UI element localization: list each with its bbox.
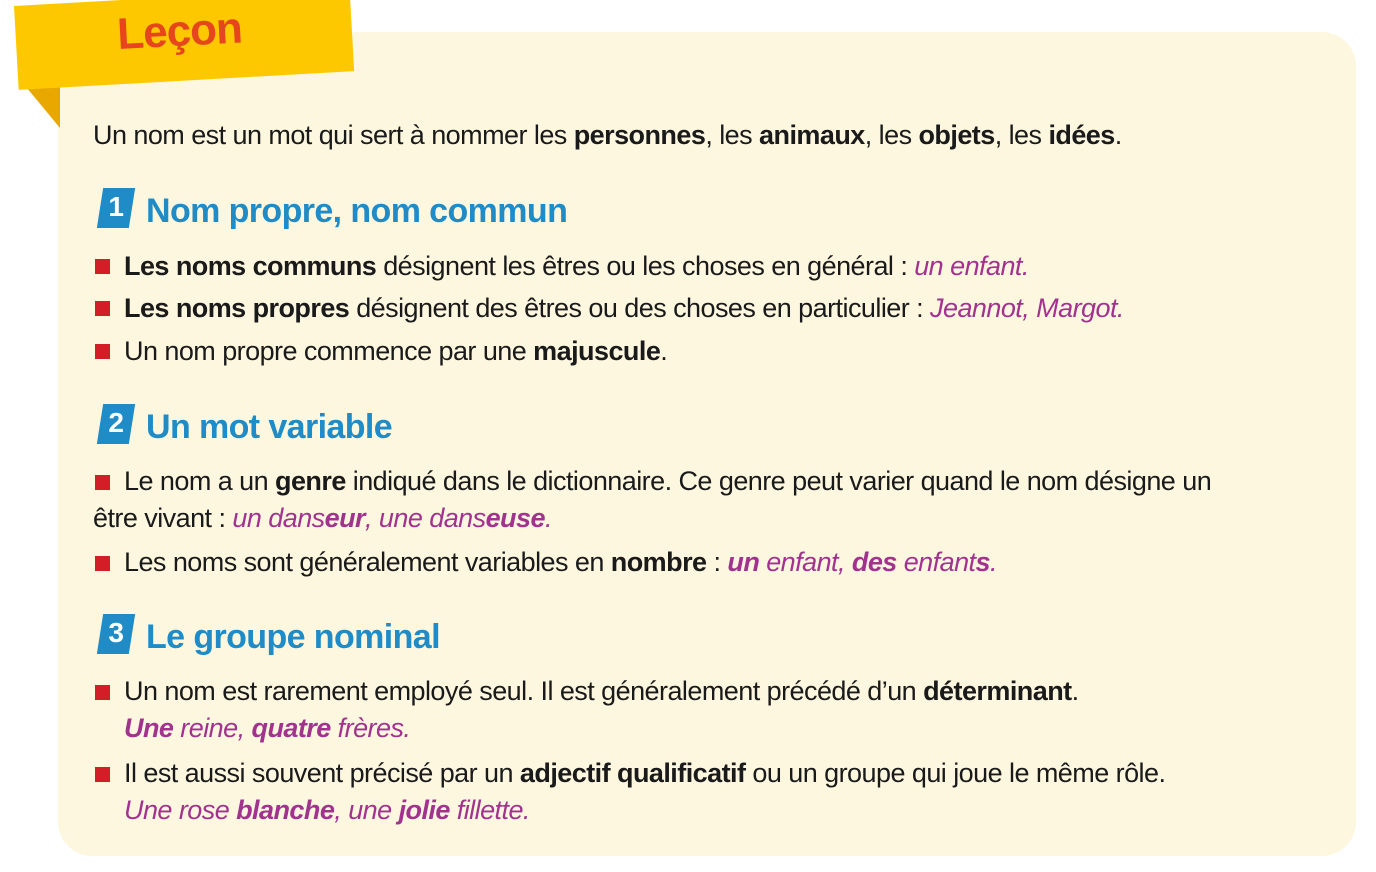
list-item-continuation: être vivant : un danseur, une danseuse. <box>93 503 552 533</box>
section-heading: Un mot variable <box>146 408 393 446</box>
list-item: Un nom est rarement employé seul. Il est généralement précédé d’un déterminant. <box>124 676 1079 706</box>
bullet-square <box>95 767 110 782</box>
bullet-square <box>95 301 110 316</box>
bullet-square <box>95 259 110 274</box>
list-item: Un nom propre commence par une majuscule. <box>124 336 668 366</box>
example-line: Une rose blanche, une jolie fillette. <box>124 795 530 825</box>
bullet-square <box>95 344 110 359</box>
bullet-square <box>95 475 110 490</box>
section-number-badge: 2 <box>97 404 135 444</box>
list-item: Les noms propres désignent des êtres ou des choses en particulier : Jeannot, Margot. <box>124 293 1124 323</box>
section-number-badge: 3 <box>97 614 135 654</box>
section-heading: Le groupe nominal <box>146 618 440 656</box>
bullet-square <box>95 685 110 700</box>
intro-sentence: Un nom est un mot qui sert à nommer les personnes, les animaux, les objets, les idées. <box>93 120 1122 150</box>
banner-title: Leçon <box>116 3 243 59</box>
section-heading: Nom propre, nom commun <box>146 192 568 230</box>
list-item: Les noms communs désignent les êtres ou les choses en général : un enfant. <box>124 251 1029 281</box>
example-line: Une reine, quatre frères. <box>124 713 411 743</box>
list-item: Les noms sont généralement variables en nombre : un enfant, des enfants. <box>124 547 997 577</box>
section-number-badge: 1 <box>97 188 135 228</box>
list-item: Le nom a un genre indiqué dans le dictionnaire. Ce genre peut varier quand le nom désigne un <box>124 466 1212 496</box>
bullet-square <box>95 556 110 571</box>
list-item: Il est aussi souvent précisé par un adjectif qualificatif ou un groupe qui joue le même rôle. <box>124 758 1166 788</box>
